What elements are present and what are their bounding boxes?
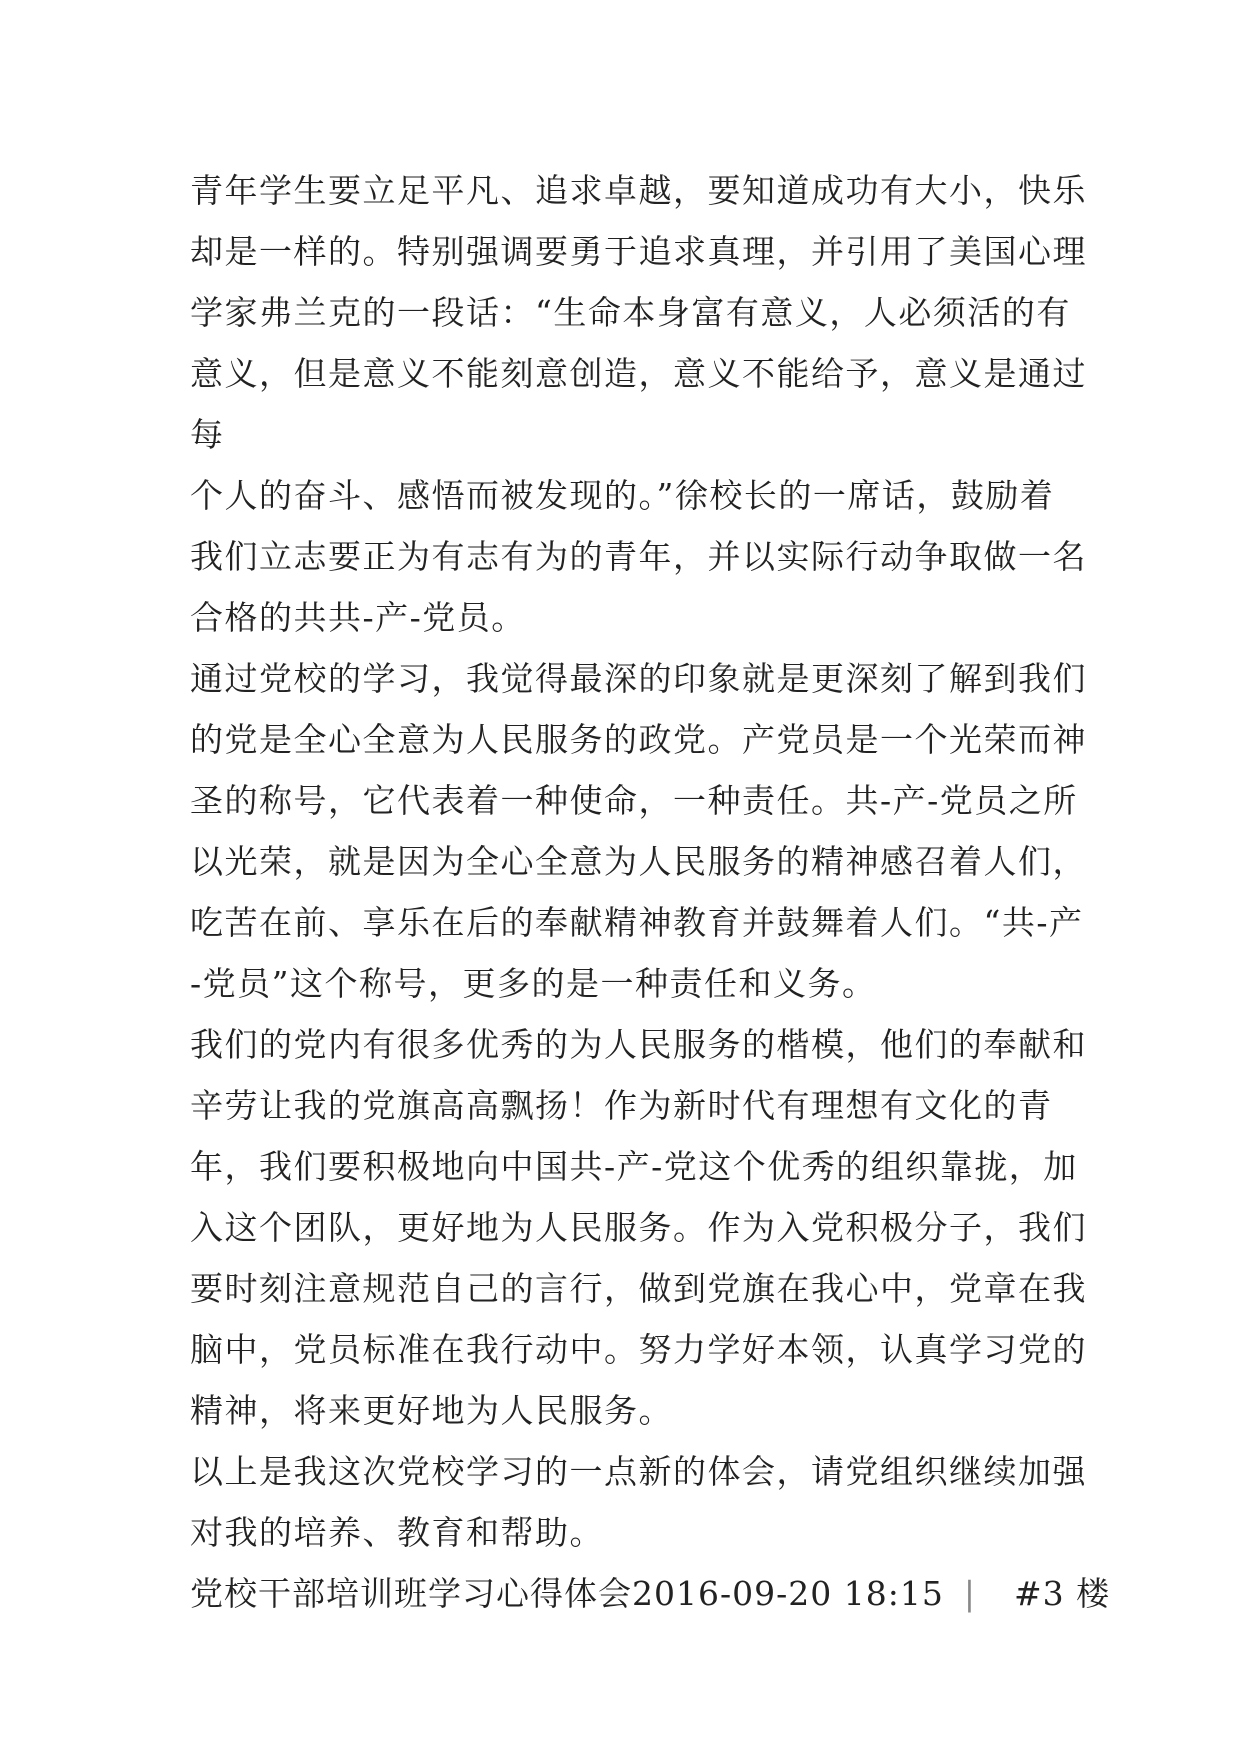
- text-line: 以上是我这次党校学习的一点新的体会，请党组织继续加强: [190, 1452, 1087, 1491]
- text-line: 以光荣，就是因为全心全意为人民服务的精神感召着人们，: [190, 842, 1087, 881]
- text-line: 合格的共共-产-党员。: [190, 598, 526, 637]
- text-line: 我们立志要正为有志有为的青年，并以实际行动争取做一名: [190, 537, 1087, 576]
- text-line: 意义，但是意义不能刻意创造，意义不能给予，意义是通过: [190, 354, 1087, 393]
- footer-separator: |: [963, 1574, 976, 1613]
- text-line: 通过党校的学习，我觉得最深的印象就是更深刻了解到我们: [190, 659, 1087, 698]
- text-line: 的党是全心全意为人民服务的政党。产党员是一个光荣而神: [190, 720, 1087, 759]
- text-line: 吃苦在前、享乐在后的奉献精神教育并鼓舞着人们。“共-产: [190, 903, 1084, 942]
- text-line: 精神，将来更好地为人民服务。: [190, 1391, 673, 1430]
- document-body: [190, 160, 1111, 1624]
- text-line: 入这个团队，更好地为人民服务。作为入党积极分子，我们: [190, 1208, 1087, 1247]
- text-line: 青年学生要立足平凡、追求卓越，要知道成功有大小，快乐: [190, 171, 1087, 210]
- post-title: 党校干部培训班学习心得体会: [190, 1574, 632, 1613]
- text-line: 辛劳让我的党旗高高飘扬！作为新时代有理想有文化的青: [190, 1086, 1053, 1125]
- post-footer: [190, 1563, 1111, 1624]
- post-datetime: 2016-09-20 18:15: [632, 1574, 944, 1613]
- text-line: 个人的奋斗、感悟而被发现的。”徐校长的一席话，鼓励着: [190, 476, 1055, 515]
- text-line: -党员”这个称号，更多的是一种责任和义务。: [190, 964, 877, 1003]
- text-line: 我们的党内有很多优秀的为人民服务的楷模，他们的奉献和: [190, 1025, 1087, 1064]
- text-line: 学家弗兰克的一段话：“生命本身富有意义，人必须活的有: [190, 293, 1071, 332]
- text-line: 年，我们要积极地向中国共-产-党这个优秀的组织靠拢，加: [190, 1147, 1078, 1186]
- text-line: 每: [190, 415, 225, 454]
- text-line: 对我的培养、教育和帮助。: [190, 1513, 604, 1552]
- text-line: 圣的称号，它代表着一种使命，一种责任。共-产-党员之所: [190, 781, 1078, 820]
- text-line: 脑中，党员标准在我行动中。努力学好本领，认真学习党的: [190, 1330, 1087, 1369]
- floor-number: #3 楼: [1013, 1574, 1111, 1613]
- text-line: 却是一样的。特别强调要勇于追求真理，并引用了美国心理: [190, 232, 1087, 271]
- text-line: 要时刻注意规范自己的言行，做到党旗在我心中，党章在我: [190, 1269, 1087, 1308]
